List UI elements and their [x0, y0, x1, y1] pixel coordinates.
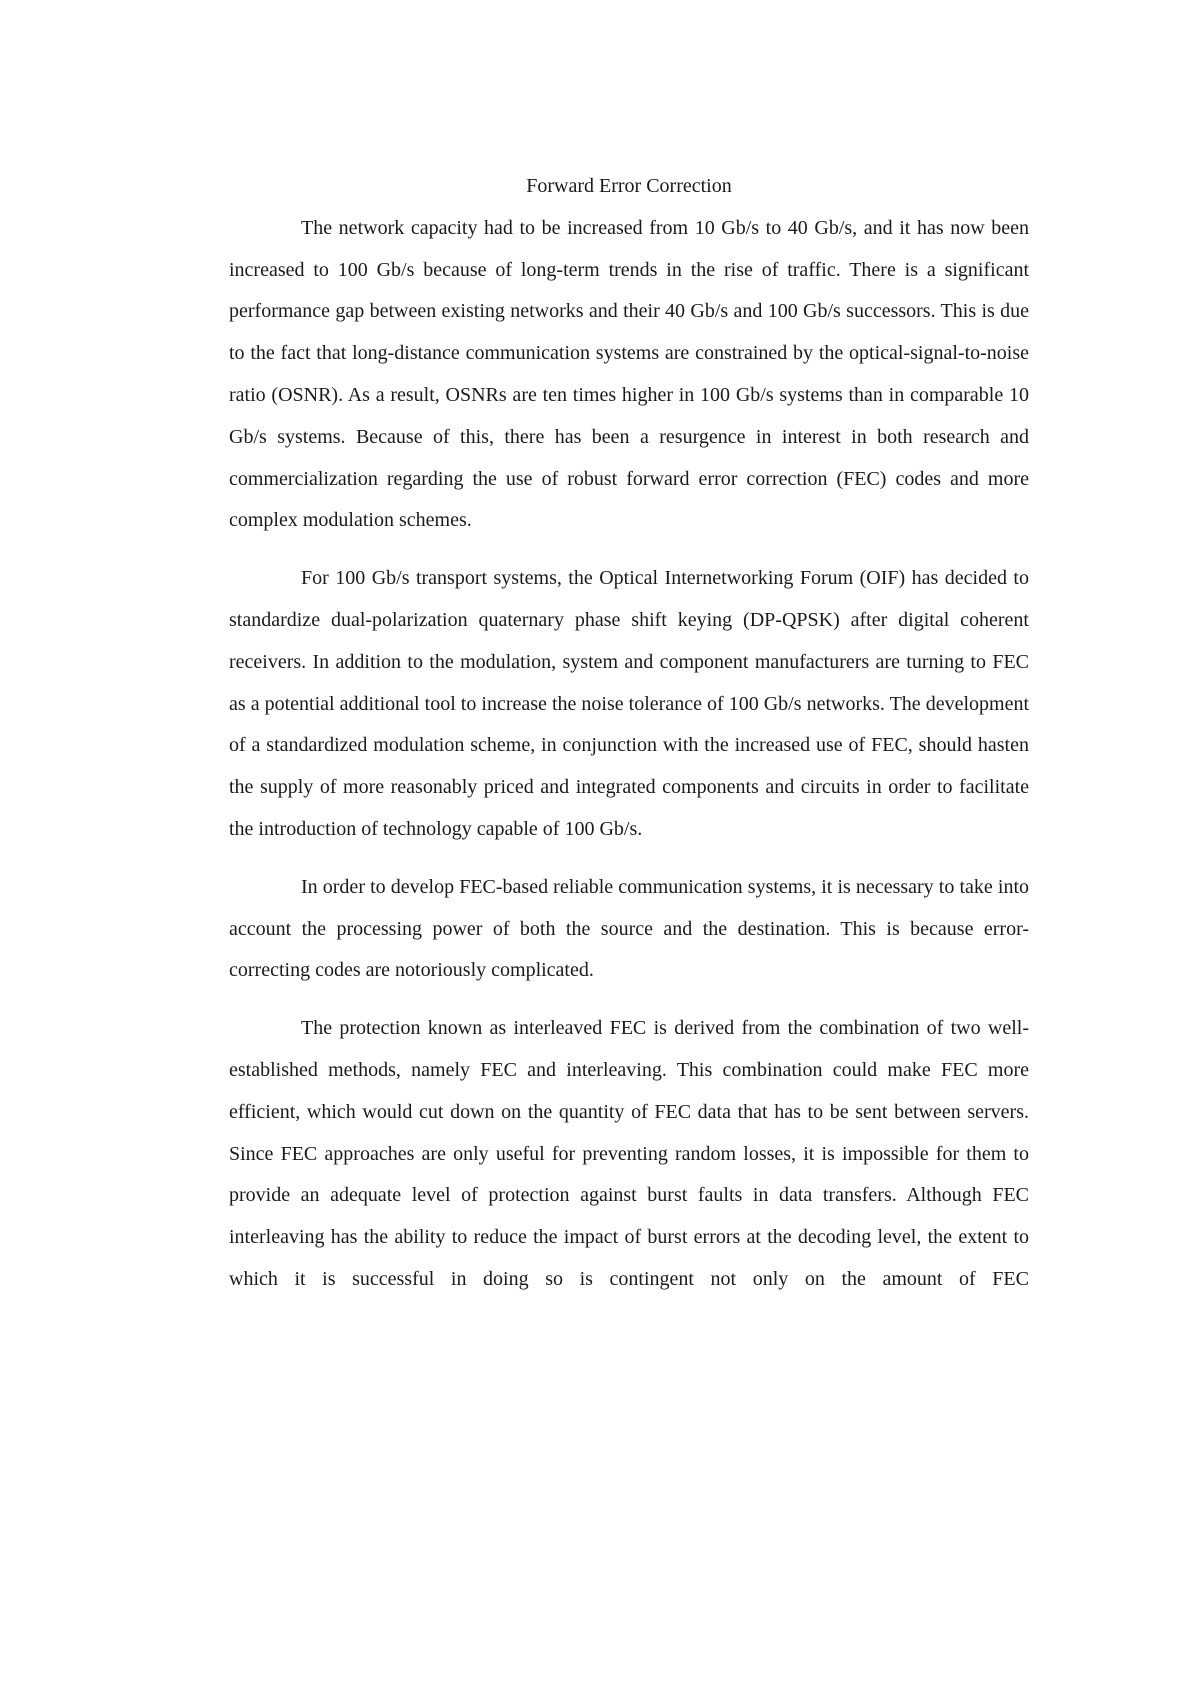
paragraph-1: The network capacity had to be increased from 10 Gb/s to 40 Gb/s, and it has now been increased to 100 Gb/s because of long-term trends in the rise of traffic. There is a significant performance gap between existing networks and their 40 Gb/s and 100 Gb/s successors. This is due to the fact that long-distance communication systems are constrained by the optical-signal-to-noise ratio (OSNR). As a result, OSNRs are ten times higher in 100 Gb/s systems than in comparable 10 Gb/s systems. Because of this, there has been a resurgence in interest in both research and commercialization regarding the use of robust forward error correction (FEC) codes and more complex modulation schemes. [229, 216, 1029, 532]
document-title: Forward Error Correction [526, 175, 732, 197]
paragraph-2: For 100 Gb/s transport systems, the Optical Internetworking Forum (OIF) has decided to standardize dual-polarization quaternary phase shift keying (DP-QPSK) after digital coherent receivers. In addition to the modulation, system and component manufacturers are turning to FEC as a potential additional tool to increase the noise tolerance of 100 Gb/s networks. The development of a standardized modulation scheme, in conjunction with the increased use of FEC, should hasten the supply of more reasonably priced and integrated components and circuits in order to facilitate the introduction of technology capable of 100 Gb/s. [229, 567, 1029, 840]
document-body [229, 166, 1029, 1317]
paragraph-4: The protection known as interleaved FEC is derived from the combination of two well-established methods, namely FEC and interleaving. This combination could make FEC more efficient, which would cut down on the quantity of FEC data that has to be sent between servers. Since FEC approaches are only useful for preventing random losses, it is impossible for them to provide an adequate level of protection against burst faults in data transfers. Although FEC interleaving has the ability to reduce the impact of burst errors at the decoding level, the extent to which it is successful in doing so is contingent not only on the amount of FEC [229, 1017, 1029, 1290]
paragraph-3: In order to develop FEC-based reliable communication systems, it is necessary to take into account the processing power of both the source and the destination. This is because error-correcting codes are notoriously complicated. [229, 875, 1029, 982]
